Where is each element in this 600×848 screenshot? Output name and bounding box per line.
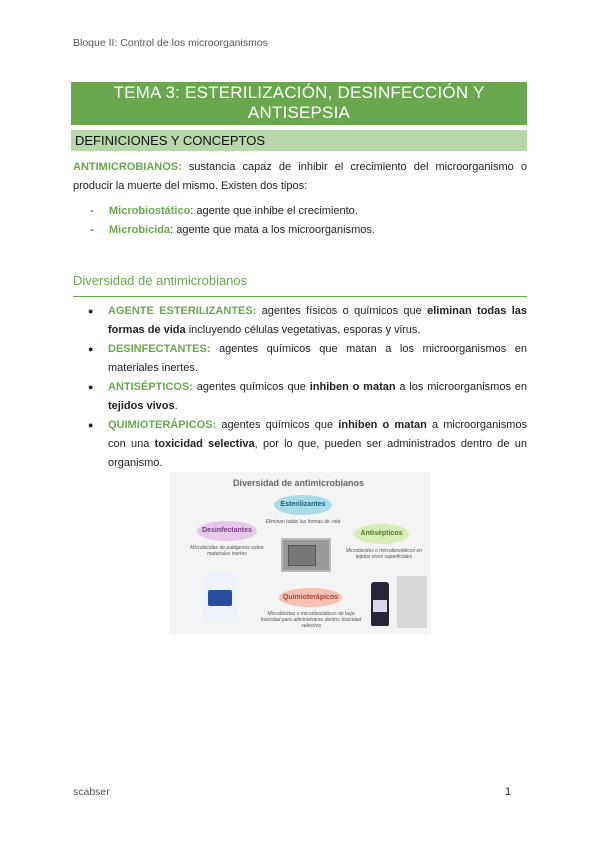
desinfectantes-bubble: Desinfectantes	[197, 521, 257, 541]
list-item-text: agentes químicos que	[192, 381, 310, 393]
bleach-bottle-image	[203, 572, 237, 622]
section-heading: DEFINICIONES Y CONCEPTOS	[71, 130, 527, 151]
type-text: : agente que inhibe el crecimiento.	[190, 205, 358, 217]
type-term: Microbicida	[109, 224, 171, 236]
quimioterapicos-caption: Microbicidas o microbiostáticos de baja toxicidad para administrarse dentro: toxicidad selectiva	[260, 611, 362, 629]
diagram-title: Diversidad de antimicrobianos	[233, 478, 365, 488]
desinfectantes-caption: Microbicidas de patógenos sobre materiales inertes	[190, 545, 264, 557]
list-item-text: , por lo que, pueden ser administrados dentro de un organismo.	[108, 438, 527, 469]
esterilizantes-bubble: Esterilizantes	[274, 495, 332, 515]
quimioterapicos-bubble: Quimioterápicos	[279, 588, 342, 607]
antisepticos-bubble: Antisépticos	[354, 524, 409, 544]
type-item-microbiostatico	[90, 202, 358, 221]
list-item-term: QUIMIOTERÁPICOS:	[108, 419, 217, 431]
antimicrobianos-definition	[73, 158, 527, 196]
antimicrobianos-text: sustancia capaz de inhibir el crecimiento del microorganismo o producir la muerte del mismo. Existen dos tipos:	[73, 161, 527, 192]
type-term: Microbiostático	[109, 205, 191, 217]
list-item-quimioterapicos	[88, 416, 527, 473]
antisepticos-caption: Microbicidas o microbiostáticos en tejidos vivos superficiales	[345, 548, 423, 560]
subheading-divider	[73, 296, 527, 297]
list-item-text: agentes físicos o químicos que	[256, 305, 428, 317]
topic-title-line-1: TEMA 3: ESTERILIZACIÓN, DESINFECCIÓN Y	[113, 83, 485, 102]
list-item-desinfectantes	[88, 340, 527, 378]
footer-author: scabser	[73, 786, 110, 798]
list-item-antisepticos	[88, 378, 527, 416]
topic-title-line-2: ANTISEPSIA	[247, 103, 351, 122]
subheading: Diversidad de antimicrobianos	[73, 273, 248, 288]
bottle-label	[373, 600, 387, 612]
page-number: 1	[505, 786, 512, 798]
list-item-text: a los microorganismos en	[395, 381, 527, 393]
topic-title-bar	[71, 82, 527, 125]
oven-window	[288, 545, 316, 566]
page-header: Bloque II: Control de los microorganismos	[73, 37, 268, 49]
supplies-image	[397, 576, 427, 628]
list-item-text: agentes químicos que matan a los microorganismos en materiales inertes.	[108, 343, 527, 374]
type-item-microbicida	[90, 221, 375, 240]
sterilizer-oven-image	[281, 538, 331, 572]
type-text: : agente que mata a los microorganismos.	[170, 224, 375, 236]
list-item-emphasis: inhiben o matan	[309, 381, 396, 393]
list-item-emphasis: inhiben o matan	[338, 419, 427, 431]
antiseptic-bottle-image	[371, 582, 389, 626]
antimicrobials-diagram	[169, 472, 431, 634]
list-item-emphasis: tejidos vivos	[108, 400, 175, 412]
list-item-term: DESINFECTANTES:	[108, 343, 211, 355]
list-item-esterilizantes	[88, 302, 527, 340]
bullet-dot: ●	[88, 306, 94, 316]
bullet-dot: ●	[88, 420, 94, 430]
esterilizantes-caption: Eliminan todas las formas de vida	[265, 519, 341, 525]
antimicrobial-types-list	[88, 302, 527, 473]
list-item-term: ANTISÉPTICOS:	[108, 381, 193, 393]
dash-marker: -	[90, 224, 94, 236]
list-item-text: a microorganismos con una	[108, 419, 527, 450]
antimicrobianos-term: ANTIMICROBIANOS:	[73, 161, 182, 173]
bullet-dot: ●	[88, 344, 94, 354]
list-item-text: .	[174, 400, 178, 412]
list-item-text: incluyendo células vegetativas, esporas y virus.	[185, 324, 421, 336]
dash-marker: -	[90, 205, 94, 217]
list-item-emphasis: toxicidad selectiva	[154, 438, 255, 450]
list-item-emphasis: eliminan todas las formas de vida	[108, 305, 527, 336]
bullet-dot: ●	[88, 382, 94, 392]
list-item-term: AGENTE ESTERILIZANTES:	[108, 305, 257, 317]
list-item-text: agentes químicos que	[216, 419, 339, 431]
bleach-label	[208, 590, 232, 606]
